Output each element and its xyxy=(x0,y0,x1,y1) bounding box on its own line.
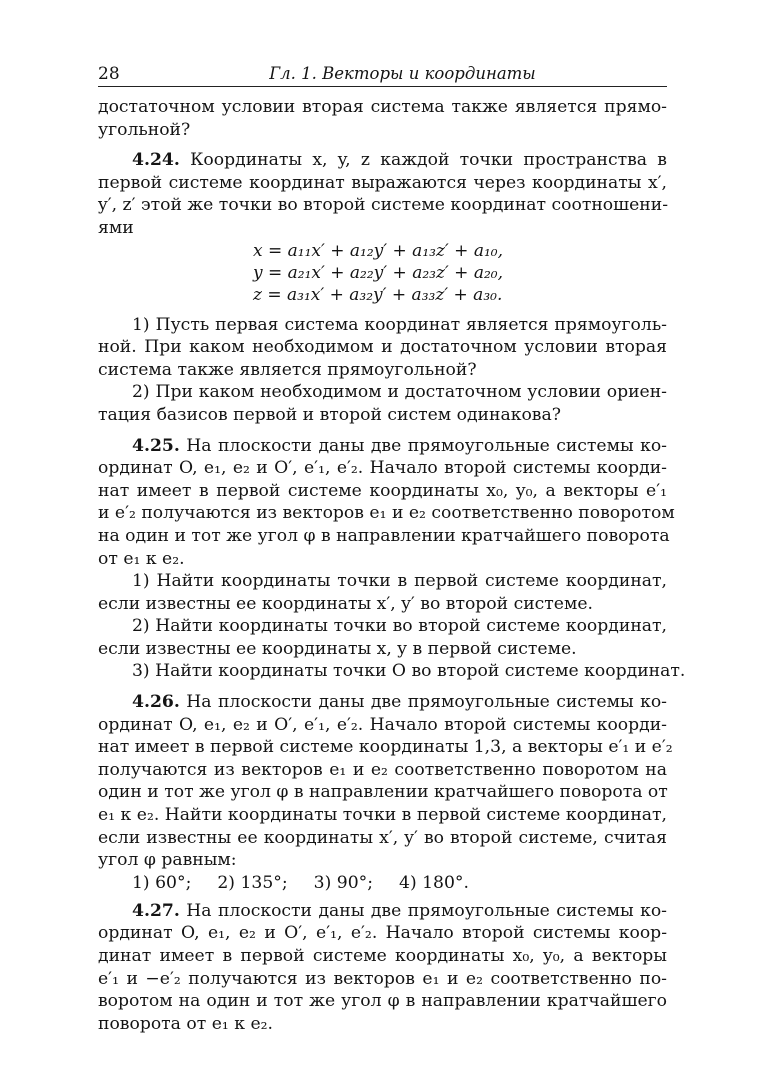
text-line: динат имеет в первой системе координаты x₀, y₀, а векторы xyxy=(98,946,667,966)
text-line: ями xyxy=(98,217,134,238)
text-line: если известны ее координаты x′, y′ во второй системе. xyxy=(98,593,593,614)
text-line: один и тот же угол φ в направлении кратчайшего поворота от xyxy=(98,782,668,803)
problem-number: 4.25. xyxy=(132,435,180,456)
problem-4-24 xyxy=(98,149,667,426)
equation: y = a₂₁x′ + a₂₂y′ + a₂₃z′ + a₂₀, xyxy=(253,262,504,283)
answer-option: 3) 90°; xyxy=(313,872,374,893)
text-line: ординат O, e₁, e₂ и O′, e′₁, e′₂. Начало второй системы коорди- xyxy=(98,458,667,479)
problem-text: На плоскости даны две прямоугольные системы ко- xyxy=(179,900,667,921)
text-line: ординат O, e₁, e₂ и O′, e′₁, e′₂. Начало второй системы коорди- xyxy=(98,714,667,735)
text-line: поворота от e₁ к e₂. xyxy=(98,1013,273,1034)
text-line: если известны ее координаты x, y в первой системе. xyxy=(98,638,577,659)
text-line xyxy=(98,149,667,172)
text-line: 2) При каком необходимом и достаточном условии ориен- xyxy=(132,382,667,403)
text-line: e′₁ и −e′₂ получаются из векторов e₁ и e₂ соответственно по- xyxy=(98,968,667,989)
text-line: система также является прямоугольной? xyxy=(98,359,477,380)
text-line: ординат O, e₁, e₂ и O′, e′₁, e′₂. Начало второй системы коор- xyxy=(98,923,667,944)
page-header xyxy=(98,60,667,87)
problem-4-27 xyxy=(98,900,667,1036)
text-line: нат имеет в первой системе координаты x₀, y₀, а векторы e′₁ xyxy=(98,480,667,501)
answer-option: 2) 135°; xyxy=(217,872,288,893)
problem-text: На плоскости даны две прямоугольные системы ко- xyxy=(179,692,667,713)
intro-paragraph xyxy=(98,96,667,141)
text-line: и e′₂ получаются из векторов e₁ и e₂ соответственно поворотом xyxy=(98,503,675,524)
text-line: нат имеет в первой системе координаты 1,3, а векторы e′₁ и e′₂ xyxy=(98,737,673,758)
text-line: 3) Найти координаты точки O во второй системе координат. xyxy=(132,661,686,682)
problem-4-26 xyxy=(98,691,673,896)
equation: x = a₁₁x′ + a₁₂y′ + a₁₃z′ + a₁₀, xyxy=(253,240,503,261)
text-line xyxy=(98,435,667,458)
text-line: тация базисов первой и второй систем одинакова? xyxy=(98,404,561,425)
text-line: первой системе координат выражаются через координаты x′, xyxy=(98,172,667,193)
problem-4-25 xyxy=(98,435,686,684)
problem-number: 4.27. xyxy=(132,900,180,921)
page-body xyxy=(98,96,686,1035)
text-line: воротом на один и тот же угол φ в направлении кратчайшего xyxy=(98,991,667,1012)
book-page xyxy=(98,60,686,1035)
problem-text: Координаты x, y, z каждой точки пространства в xyxy=(179,150,667,171)
text-line: от e₁ к e₂. xyxy=(98,548,185,569)
text-line: ной. При каком необходимом и достаточном условии вторая xyxy=(98,337,667,358)
running-title: Гл. 1. Векторы и координаты xyxy=(269,64,536,83)
text-line: на один и тот же угол φ в направлении кратчайшего поворота xyxy=(98,525,670,546)
text-line: угол φ равным: xyxy=(98,850,237,871)
problem-text: На плоскости даны две прямоугольные системы ко- xyxy=(179,435,667,456)
text-line: 1) Пусть первая система координат является прямоуголь- xyxy=(132,314,667,335)
text-line: 1) Найти координаты точки в первой системе координат, xyxy=(132,571,667,592)
text-line xyxy=(98,900,667,923)
text-line: получаются из векторов e₁ и e₂ соответственно поворотом на xyxy=(98,759,667,780)
text-line xyxy=(98,691,667,714)
problem-number: 4.26. xyxy=(132,692,180,713)
answer-option: 4) 180°. xyxy=(399,872,469,893)
answer-option: 1) 60°; xyxy=(132,872,192,893)
text-line: y′, z′ этой же точки во второй системе координат соотношени- xyxy=(98,195,669,216)
text-line: e₁ к e₂. Найти координаты точки в первой системе координат, xyxy=(98,805,667,826)
problem-number: 4.24. xyxy=(132,150,180,171)
page-number: 28 xyxy=(98,64,120,84)
text-line: 2) Найти координаты точки во второй системе координат, xyxy=(132,616,667,637)
text-line: если известны ее координаты x′, y′ во второй системе, считая xyxy=(98,827,667,848)
answer-options xyxy=(98,872,667,896)
text-line: достаточном условии вторая система также является прямо- xyxy=(98,97,667,117)
equation: z = a₃₁x′ + a₃₂y′ + a₃₃z′ + a₃₀. xyxy=(253,284,503,305)
text-line: угольной? xyxy=(98,119,191,140)
